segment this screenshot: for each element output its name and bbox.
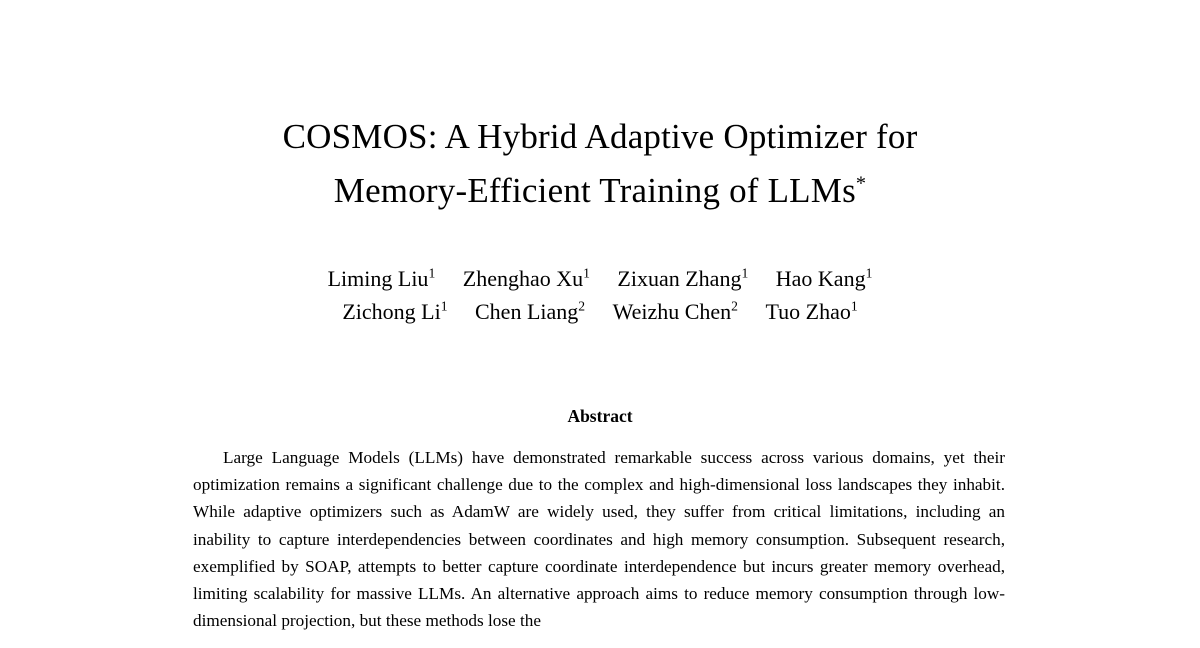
author-affiliation: 1 <box>583 265 590 281</box>
title-line-2 <box>190 164 1010 218</box>
author <box>475 299 585 324</box>
author-name: Zichong Li <box>342 299 441 324</box>
author-name: Zhenghao Xu <box>462 266 584 291</box>
author <box>463 266 590 291</box>
author-affiliation: 1 <box>440 298 448 314</box>
author-name: Zixuan Zhang <box>617 266 742 291</box>
author <box>613 299 738 324</box>
title-line-1: COSMOS: A Hybrid Adaptive Optimizer for <box>282 117 918 156</box>
paper-title <box>190 110 1010 219</box>
author <box>328 266 436 291</box>
author <box>617 266 748 291</box>
abstract-body <box>193 444 1005 634</box>
author-affiliation: 2 <box>731 298 738 314</box>
author-affiliation: 1 <box>865 265 873 281</box>
author-name: Liming Liu <box>327 266 429 291</box>
author-row-1 <box>190 262 1010 295</box>
author-name: Weizhu Chen <box>612 299 732 324</box>
author-affiliation: 1 <box>850 298 858 314</box>
author-name: Tuo Zhao <box>765 299 851 324</box>
author <box>342 299 447 324</box>
author-affiliation: 2 <box>578 298 586 314</box>
author-affiliation: 1 <box>428 265 436 281</box>
title-footnote-marker: * <box>855 172 867 195</box>
author-affiliation: 1 <box>741 265 749 281</box>
author-name: Hao Kang <box>775 266 866 291</box>
abstract-heading: Abstract <box>567 406 633 426</box>
author <box>765 299 857 324</box>
title-line-2-text: Memory-Efficient Training of LLMs <box>333 171 856 211</box>
author <box>776 266 873 291</box>
author-list <box>190 262 1010 328</box>
author-row-2 <box>190 295 1010 328</box>
abstract-paragraph: Large Language Models (LLMs) have demonstrated remarkable success across various domains, yet their optimization remains a significant challenge due to the complex and high-dimensional loss landscapes they inhabit. While adaptive optimizers such as AdamW are widely used, they suffer from critical limitations, including an inability to capture interdependencies between coordinates and high memory consumption. Subsequent research, exemplified by SOAP, attempts to better capture coordinate interdependence but incurs greater memory overhead, limiting scalability for massive LLMs. An alternative approach aims to reduce memory consumption through low-dimensional projection, but these methods lose the <box>193 448 1005 631</box>
author-name: Chen Liang <box>475 299 579 324</box>
